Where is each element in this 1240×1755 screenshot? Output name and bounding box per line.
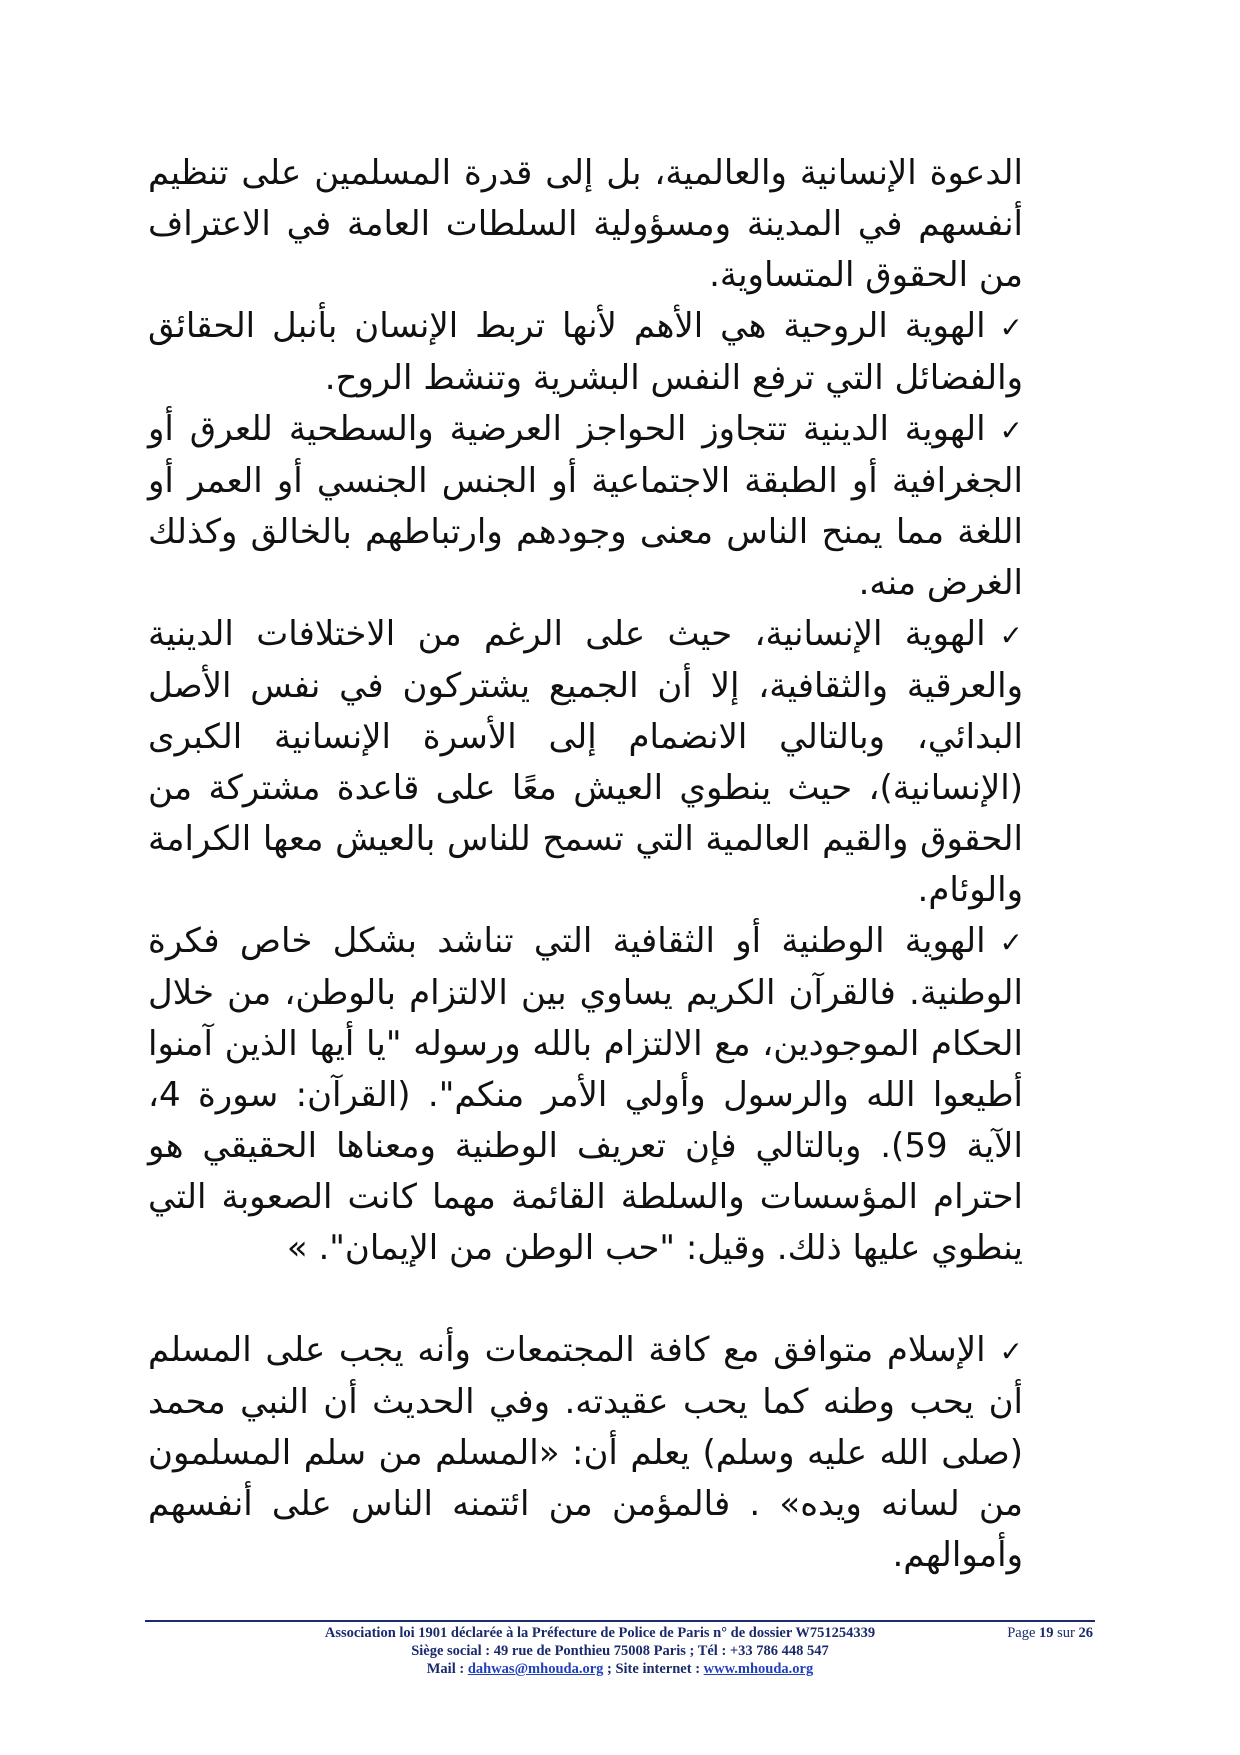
site-label: ; Site internet : xyxy=(607,1661,701,1677)
current-page: 19 xyxy=(1039,1625,1054,1641)
page-number: Page 19 sur 26 xyxy=(1007,1625,1093,1641)
bullet-text-human: الهوية الإنسانية، حيث على الرغم من الاختلافات الدينية والعرقية والثقافية، إلا أن الجميع يشتركون في نفس الأصل البدائي، وبالتالي الانضمام إلى الأسرة الإنسانية الكبرى (الإنسانية)، حيث ينطوي العيش معًا على قاعدة مشتركة من الحقوق والقيم العالمية التي تسمح للناس بالعيش معها الكرامة والوئام. xyxy=(148,614,1023,910)
list-item xyxy=(148,301,1023,404)
footer-divider xyxy=(145,1620,1095,1622)
list-item xyxy=(148,609,1023,916)
website-link[interactable]: www.mhouda.org xyxy=(703,1661,814,1677)
total-pages: 26 xyxy=(1078,1625,1093,1641)
association-text: Association loi 1901 déclarée à la Préfecture de Police de Paris n° de dossier W751254339 xyxy=(324,1625,876,1641)
footer-line-association xyxy=(145,1624,1095,1642)
page-body xyxy=(148,148,1023,1581)
checkmark-icon: ✓ xyxy=(999,1335,1023,1368)
footer-line-address: Siège social : 49 rue de Ponthieu 75008 Paris ; Tél : +33 786 448 547 xyxy=(411,1643,829,1659)
bullet-list-second xyxy=(148,1325,1023,1581)
bullet-text-religious: الهوية الدينية تتجاوز الحواجز العرضية والسطحية للعرق أو الجغرافية أو الطبقة الاجتماعية أو الجنس الجنسي أو العمر أو اللغة مما يمنح الناس معنى وجودهم وارتباطهم بالخالق وكذلك الغرض منه. xyxy=(148,409,1023,603)
bullet-list xyxy=(148,301,1023,1274)
checkmark-icon: ✓ xyxy=(999,414,1023,447)
checkmark-icon: ✓ xyxy=(999,619,1023,652)
bullet-text-national: الهوية الوطنية أو الثقافية التي تناشد بشكل خاص فكرة الوطنية. فالقرآن الكريم يساوي بين الالتزام بالوطن، من خلال الحكام الموجودين، مع الالتزام بالله ورسوله "يا أيها الذين آمنوا أطيعوا الله والرسول وأولي الأمر منكم". (القرآن: سورة 4، الآية 59). وبالتالي فإن تعريف الوطنية ومعناها الحقيقي هو احترام المؤسسات والسلطة القائمة مهما كانت الصعوبة التي ينطوي عليها ذلك. وقيل: "حب الوطن من الإيمان". » xyxy=(148,921,1023,1268)
list-item xyxy=(148,1325,1023,1581)
mail-link[interactable]: dahwas@mhouda.org xyxy=(467,1661,604,1677)
bullet-text-spiritual: الهوية الروحية هي الأهم لأنها تربط الإنسان بأنبل الحقائق والفضائل التي ترفع النفس البشرية وتنشط الروح. xyxy=(148,306,1023,398)
list-item xyxy=(148,916,1023,1274)
paragraph-gap xyxy=(148,1274,1023,1325)
list-item xyxy=(148,404,1023,609)
bullet-text-islam: الإسلام متوافق مع كافة المجتمعات وأنه يجب على المسلم أن يحب وطنه كما يحب عقيدته. وفي الحديث أن النبي محمد (صلى الله عليه وسلم) يعلم أن: «المسلم من سلم المسلمون من لسانه ويده» . فالمؤمن من ائتمنه الناس على أنفسهم وأموالهم. xyxy=(148,1330,1023,1575)
page-footer xyxy=(145,1624,1095,1678)
checkmark-icon: ✓ xyxy=(999,311,1023,344)
mail-label: Mail : xyxy=(426,1661,465,1677)
checkmark-icon: ✓ xyxy=(999,926,1023,959)
intro-paragraph: الدعوة الإنسانية والعالمية، بل إلى قدرة المسلمين على تنظيم أنفسهم في المدينة ومسؤولية السلطات العامة في الاعتراف من الحقوق المتساوية. xyxy=(148,153,1023,295)
footer-line-contact xyxy=(145,1660,1095,1678)
